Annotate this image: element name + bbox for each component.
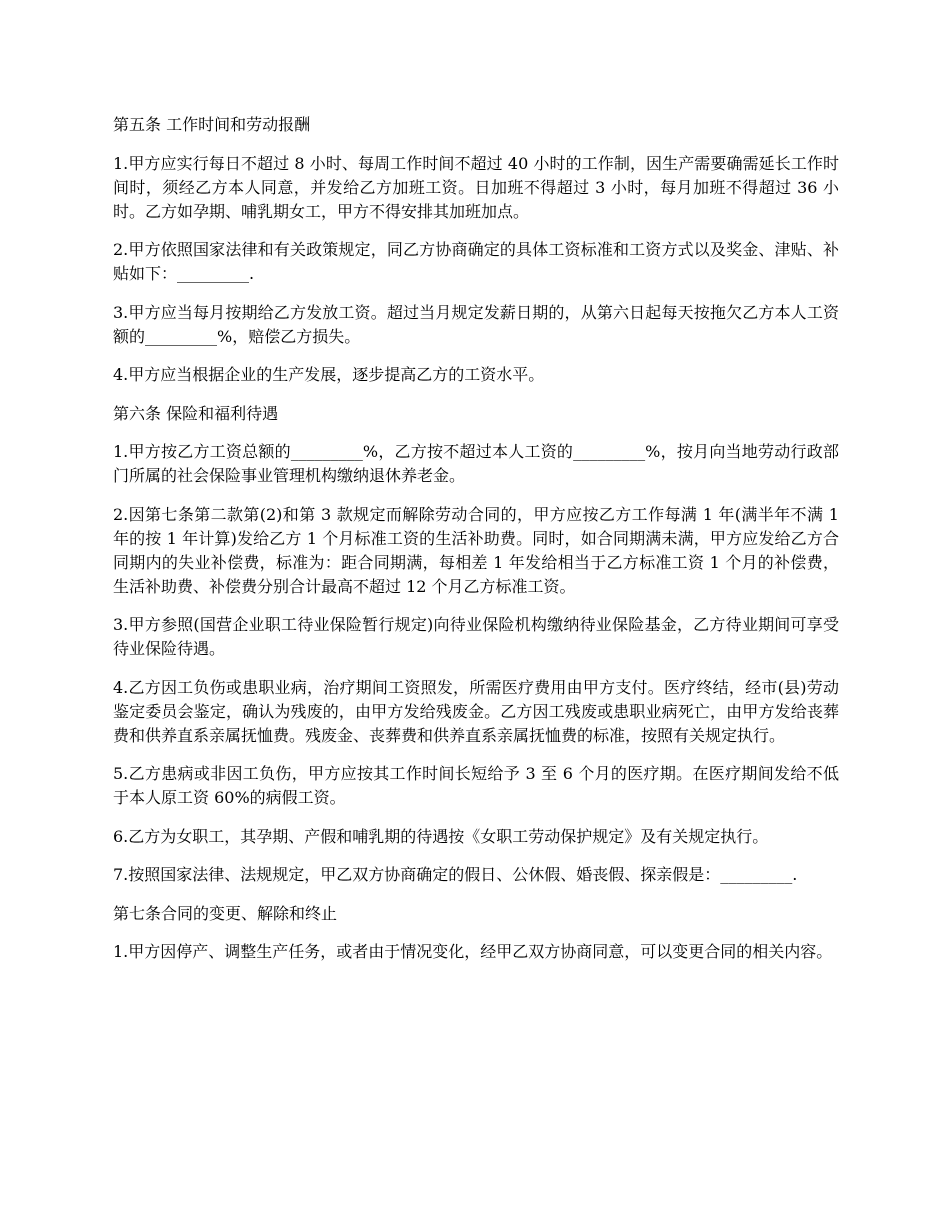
paragraph: 1.甲方按乙方工资总额的_________%，乙方按不超过本人工资的_________%，按月向当地劳动行政部门所属的社会保险事业管理机构缴纳退休养老金。: [113, 442, 839, 485]
paragraph: 4.甲方应当根据企业的生产发展，逐步提高乙方的工资水平。: [113, 365, 545, 384]
section-heading: 第七条合同的变更、解除和终止: [113, 903, 338, 923]
section-heading: 第五条 工作时间和劳动报酬: [113, 115, 311, 134]
section-article-5: [113, 113, 839, 387]
paragraph: 1.甲方因停产、调整生产任务，或者由于情况变化，经甲乙双方协商同意，可以变更合同的相关内容。: [113, 942, 833, 961]
section-heading: 第六条 保险和福利待遇: [113, 403, 279, 423]
paragraph: 1.甲方应实行每日不超过 8 小时、每周工作时间不超过 40 小时的工作制，因生产需要确需延长工作时间时，须经乙方本人同意，并发给乙方加班工资。日加班不得超过 3 小时，每月加班不得超过 36 小时。乙方如孕期、哺乳期女工，甲方不得安排其加班加点。: [113, 153, 839, 221]
document-page: [113, 113, 845, 979]
section-article-7: [113, 902, 839, 965]
paragraph: 2.甲方依照国家法律和有关政策规定，同乙方协商确定的具体工资标准和工资方式以及奖金、津贴、补贴如下：_________.: [113, 240, 839, 283]
paragraph: 4.乙方因工负伤或患职业病，治疗期间工资照发，所需医疗费用由甲方支付。医疗终结，经市(县)劳动鉴定委员会鉴定，确认为残废的，由甲方发给残废金。乙方因工残废或患职业病死亡，由甲方发给丧葬费和供养直系亲属抚恤费。残废金、丧葬费和供养直系亲属抚恤费的标准，按照有关规定执行。: [113, 677, 839, 745]
paragraph: 2.因第七条第二款第(2)和第 3 款规定而解除劳动合同的，甲方应按乙方工作每满 1 年(满半年不满 1 年的按 1 年计算)发给乙方 1 个月标准工资的生活补助费。同时，如合同期满未满，甲方应发给乙方合同期内的失业补偿费，标准为：距合同期满，每相差 1 年发给相当于乙方标准工资 1 个月的补偿费，生活补助费、补偿费分别合计最高不超过 12 个月乙方标准工资。: [113, 504, 845, 596]
paragraph: 6.乙方为女职工，其孕期、产假和哺乳期的待遇按《女职工劳动保护规定》及有关规定执行。: [113, 826, 769, 846]
paragraph: 3.甲方参照(国营企业职工待业保险暂行规定)向待业保险机构缴纳待业保险基金，乙方待业期间可享受待业保险待遇。: [113, 615, 839, 658]
paragraph: 3.甲方应当每月按期给乙方发放工资。超过当月规定发薪日期的，从第六日起每天按拖欠乙方本人工资额的_________%，赔偿乙方损失。: [113, 302, 839, 346]
section-article-6: [113, 402, 845, 888]
paragraph: 5.乙方患病或非因工负伤，甲方应按其工作时间长短给予 3 至 6 个月的医疗期。在医疗期间发给不低于本人原工资 60%的病假工资。: [113, 764, 839, 807]
paragraph: 7.按照国家法律、法规规定，甲乙双方协商确定的假日、公休假、婚丧假、探亲假是：_________.: [113, 865, 798, 884]
